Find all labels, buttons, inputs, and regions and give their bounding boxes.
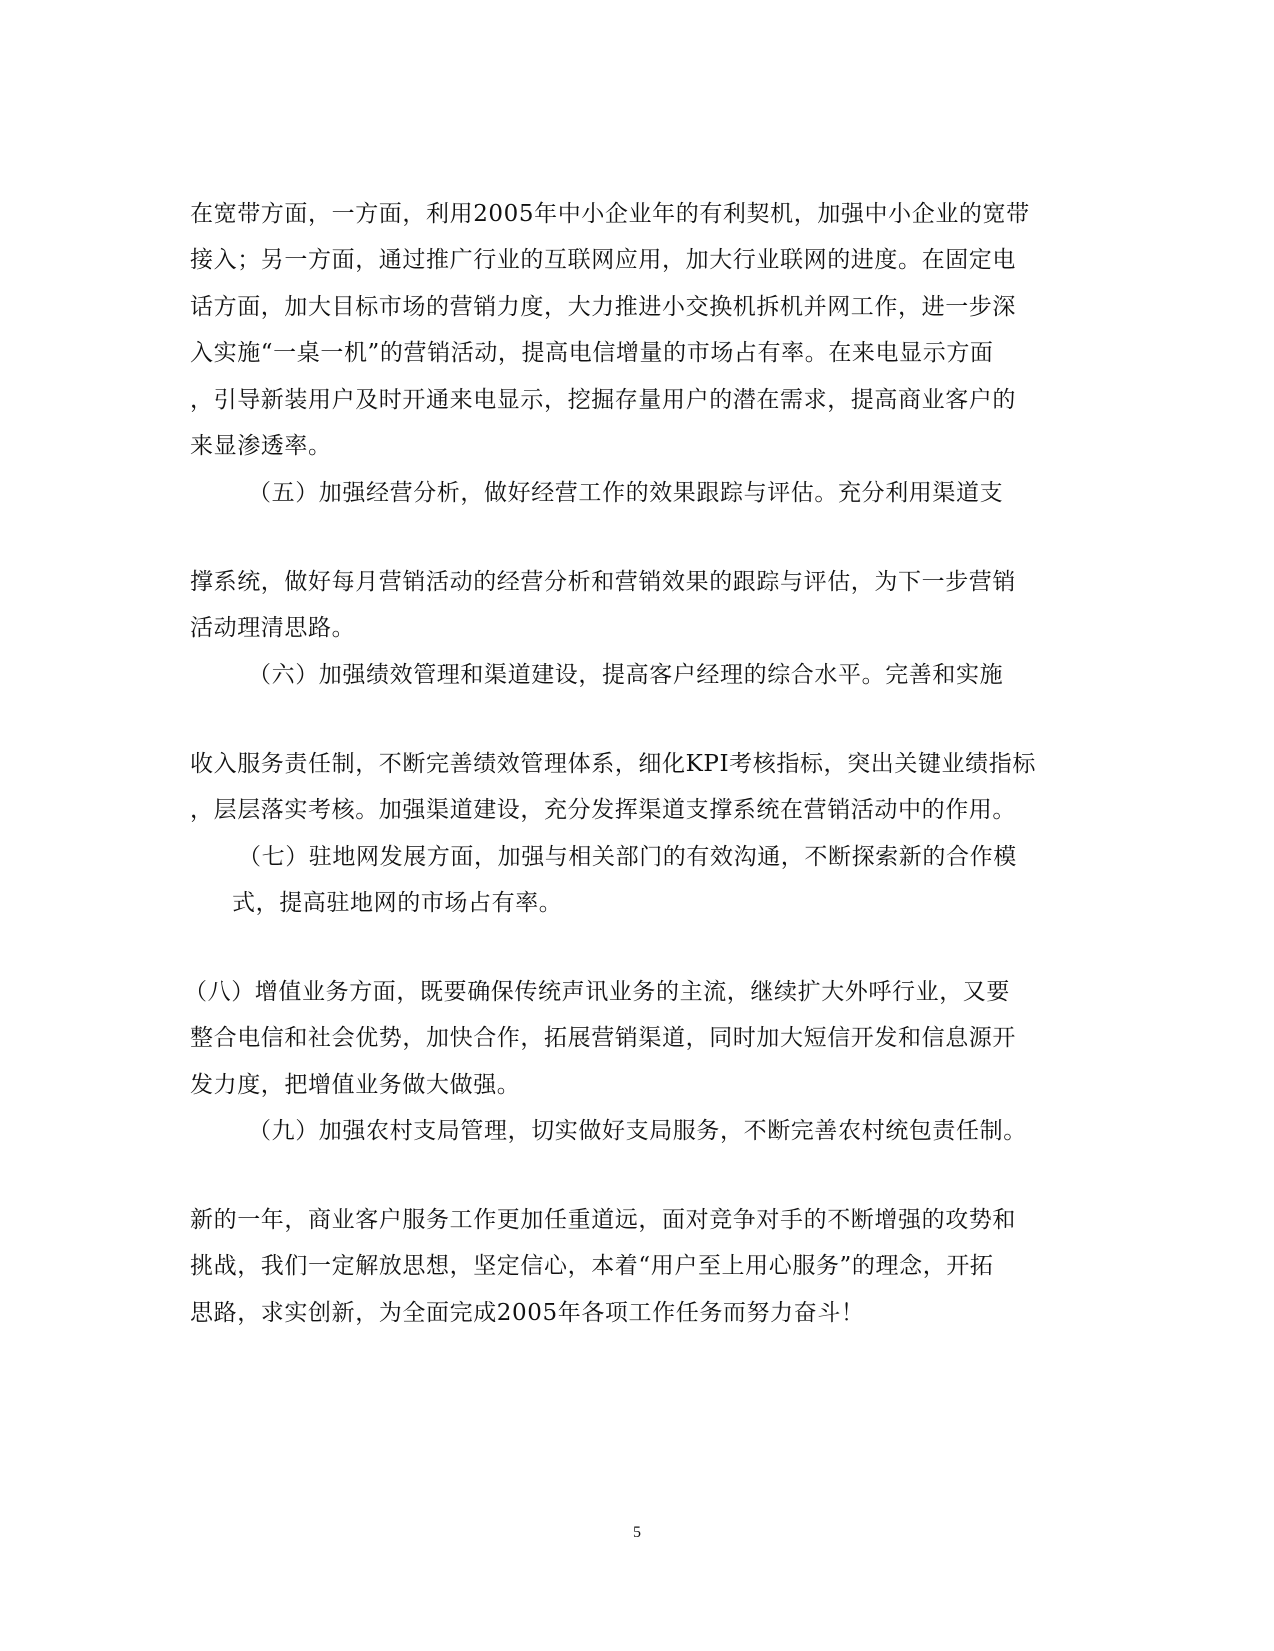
text-line: 活动理清思路。	[190, 615, 356, 641]
page-number: 5	[633, 1524, 641, 1541]
text-line: 撑系统，做好每月营销活动的经营分析和营销效果的跟踪与评估，为下一步营销	[190, 569, 1016, 595]
text-line: 入实施“一桌一机”的营销活动，提高电信增量的市场占有率。在来电显示方面	[190, 340, 994, 366]
text-line: 话方面，加大目标市场的营销力度，大力推进小交换机拆机并网工作，进一步深	[190, 294, 1016, 320]
text-line: ，引导新装用户及时开通来电显示，挖掘存量用户的潜在需求，提高商业客户的	[190, 387, 1016, 413]
text-line: 式，提高驻地网的市场占有率。	[232, 890, 563, 916]
paragraph-heading-9: （九）加强农村支局管理，切实做好支局服务，不断完善农村统包责任制。	[248, 1118, 1027, 1144]
text-line: ，层层落实考核。加强渠道建设，充分发挥渠道支撑系统在营销活动中的作用。	[190, 797, 1016, 823]
text-line: 新的一年，商业客户服务工作更加任重道远，面对竞争对手的不断增强的攻势和	[190, 1207, 1016, 1233]
text-line: 思路，求实创新，为全面完成2005年各项工作任务而努力奋斗！	[190, 1300, 865, 1326]
text-line: 整合电信和社会优势，加快合作，拓展营销渠道，同时加大短信开发和信息源开	[190, 1025, 1016, 1051]
paragraph-heading-8: （八）增值业务方面，既要确保传统声讯业务的主流，继续扩大外呼行业，又要	[184, 979, 1010, 1005]
text-line: 来显渗透率。	[190, 433, 332, 459]
paragraph-heading-6: （六）加强绩效管理和渠道建设，提高客户经理的综合水平。完善和实施	[248, 662, 1004, 688]
paragraph-heading-7: （七）驻地网发展方面，加强与相关部门的有效沟通，不断探索新的合作模	[238, 844, 1017, 870]
text-line: 接入；另一方面，通过推广行业的互联网应用，加大行业联网的进度。在固定电	[190, 247, 1016, 273]
text-line: 在宽带方面，一方面，利用2005年中小企业年的有利契机，加强中小企业的宽带	[190, 201, 1030, 227]
text-line: 挑战，我们一定解放思想，坚定信心，本着“用户至上用心服务”的理念，开拓	[190, 1253, 994, 1279]
text-line: 收入服务责任制，不断完善绩效管理体系，细化KPI考核指标，突出关键业绩指标	[190, 751, 1036, 777]
text-line: 发力度，把增值业务做大做强。	[190, 1072, 521, 1098]
paragraph-heading-5: （五）加强经营分析，做好经营工作的效果跟踪与评估。充分利用渠道支	[248, 480, 1004, 506]
